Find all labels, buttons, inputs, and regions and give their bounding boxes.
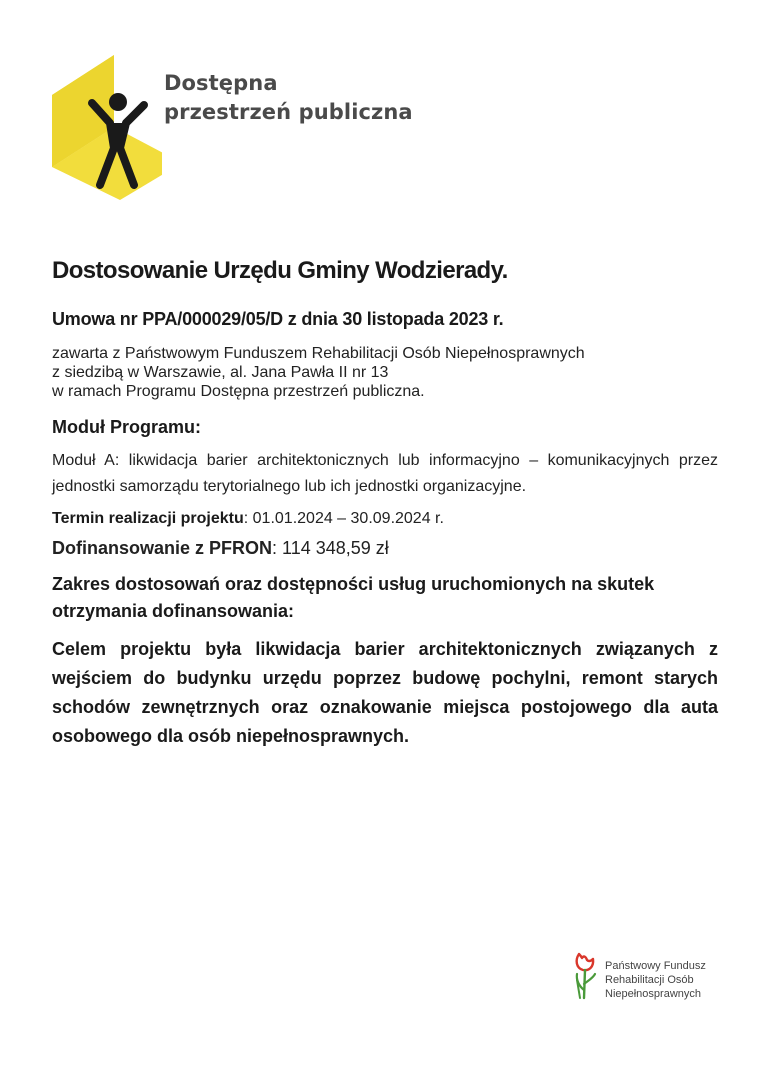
logo-line-1: Dostępna [164, 71, 278, 95]
term-value: : 01.01.2024 – 30.09.2024 r. [243, 510, 444, 527]
module-heading: Moduł Programu: [52, 417, 201, 437]
parties-line-3: w ramach Programu Dostępna przestrzeń publiczna. [52, 383, 425, 400]
module-description: Moduł A: likwidacja barier architektonicznych lub informacyjno – komunikacyjnych przez jednostki samorządu terytorialnego lub ich jednostki organizacyjne. [52, 452, 718, 495]
scope-heading: Zakres dostosowań oraz dostępności usług uruchomionych na skutek otrzymania dofinansowania: [52, 574, 655, 621]
project-goal: Celem projektu była likwidacja barier architektonicznych związanych z wejściem do budynku urzędu poprzez budowę pochylni, remont starych schodów zewnętrznych oraz oznakowanie miejsca postojowego dla auta osobowego dla osób niepełnosprawnych. [52, 639, 718, 746]
agreement-number: Umowa nr PPA/000029/05/D z dnia 30 listopada 2023 r. [52, 309, 504, 329]
program-logo [52, 55, 412, 200]
project-term [52, 510, 718, 528]
pfron-line-3: Niepełnosprawnych [605, 988, 701, 1000]
parties-line-2: z siedzibą w Warszawie, al. Jana Pawła II nr 13 [52, 364, 389, 381]
accessible-person-icon [52, 55, 162, 200]
term-label: Termin realizacji projektu [52, 510, 244, 527]
funding-label: Dofinansowanie z PFRON [52, 538, 273, 558]
page-title: Dostosowanie Urzędu Gminy Wodzierady. [52, 257, 508, 284]
logo-line-2: przestrzeń publiczna [164, 100, 413, 124]
pfron-line-1: Państwowy Fundusz [605, 960, 706, 972]
document-body [52, 257, 718, 751]
parties-line-1: zawarta z Państwowym Funduszem Rehabilitacji Osób Niepełnosprawnych [52, 345, 585, 362]
tulip-icon [571, 950, 603, 1002]
funding-value: : 114 348,59 zł [272, 538, 389, 558]
funding-amount [52, 538, 718, 559]
agreement-parties [52, 344, 718, 401]
pfron-line-2: Rehabilitacji Osób [605, 974, 694, 986]
pfron-logo [571, 950, 731, 1005]
